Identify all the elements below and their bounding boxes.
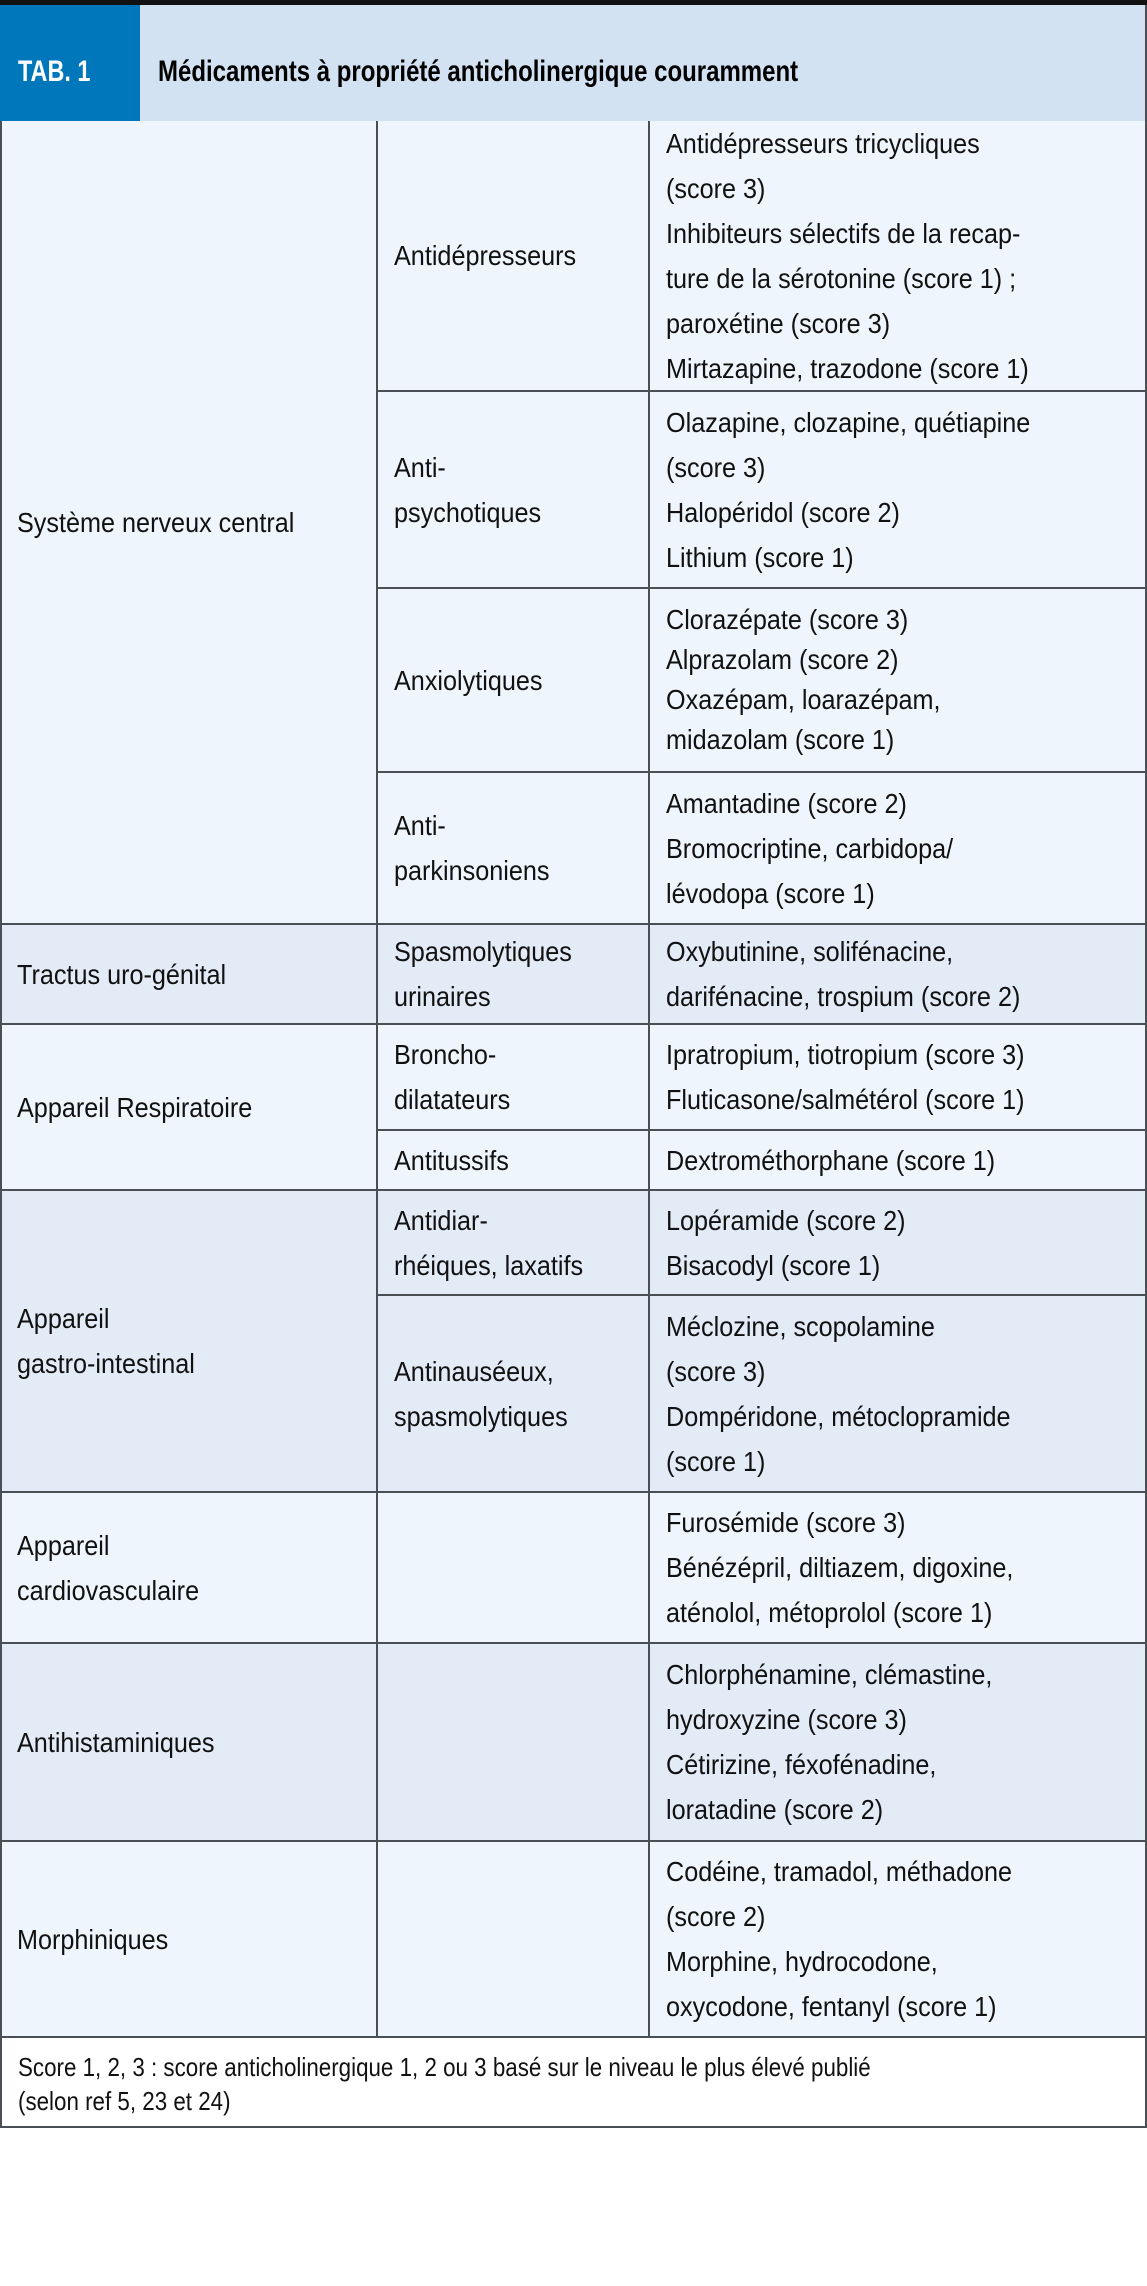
- drugs-cell: [650, 1025, 1147, 1131]
- class-cell: [378, 589, 650, 773]
- drug-line: (score 1): [666, 1445, 766, 1477]
- table-header: [0, 5, 1147, 123]
- drug-line: Bromocriptine, carbidopa/: [666, 832, 954, 864]
- drugs-cell: [650, 1131, 1147, 1191]
- class-label: dilatateurs: [394, 1084, 511, 1115]
- drug-line: midazolam (score 1): [666, 724, 895, 755]
- table-title: Médicaments à propriété anticholinergique couramment: [158, 55, 799, 88]
- system-label: cardiovasculaire: [17, 1574, 200, 1606]
- class-label: Antidépresseurs: [394, 240, 577, 271]
- drugs-cell: [650, 1842, 1147, 2038]
- drugs-cell: [650, 1644, 1147, 1842]
- drug-line: Fluticasone/salmétérol (score 1): [666, 1084, 1025, 1115]
- system-cell: [0, 1644, 378, 1842]
- system-label: gastro-intestinal: [17, 1348, 195, 1379]
- drug-line: Chlorphénamine, clémastine,: [666, 1659, 993, 1690]
- drug-line: Ipratropium, tiotropium (score 3): [666, 1039, 1025, 1070]
- class-label: Spasmolytiques: [394, 936, 572, 967]
- drug-line: Lithium (score 1): [666, 541, 854, 573]
- drug-line: Antidépresseurs tricycliques: [666, 127, 980, 159]
- table-number: TAB. 1: [18, 55, 91, 88]
- drug-line: paroxétine (score 3): [666, 307, 891, 339]
- drugs-cell: [650, 392, 1147, 589]
- drug-line: Oxybutinine, solifénacine,: [666, 936, 954, 967]
- class-cell: [378, 1296, 650, 1493]
- system-label: Système nerveux central: [17, 506, 295, 538]
- drug-line: (score 3): [666, 1355, 766, 1387]
- class-label: Anti-: [394, 810, 446, 841]
- table-footnote: [0, 2038, 1147, 2128]
- class-cell: [378, 773, 650, 925]
- drugs-cell: [650, 121, 1147, 392]
- class-label: parkinsoniens: [394, 855, 550, 886]
- drug-line: Lopéramide (score 2): [666, 1204, 906, 1236]
- drug-line: Bisacodyl (score 1): [666, 1249, 881, 1281]
- drug-line: Oxazépam, loarazépam,: [666, 684, 941, 715]
- drug-line: Halopéridol (score 2): [666, 496, 900, 528]
- class-label: Antidiar-: [394, 1204, 488, 1236]
- class-label: Antinauséeux,: [394, 1355, 554, 1387]
- drugs-cell: [650, 1191, 1147, 1296]
- class-cell-empty: [378, 1493, 650, 1644]
- drugs-cell: [650, 773, 1147, 925]
- drug-line: hydroxyzine (score 3): [666, 1704, 907, 1735]
- class-label: Anxiolytiques: [394, 664, 543, 696]
- system-cell: [0, 1842, 378, 2038]
- drug-line: Morphine, hydrocodone,: [666, 1946, 938, 1977]
- class-label: Anti-: [394, 451, 446, 483]
- system-cell: [0, 1493, 378, 1644]
- drug-line: Olazapine, clozapine, quétiapine: [666, 406, 1031, 438]
- drug-line: Codéine, tramadol, méthadone: [666, 1856, 1013, 1887]
- class-label: psychotiques: [394, 496, 542, 528]
- drug-line: (score 2): [666, 1901, 766, 1932]
- drug-line: Alprazolam (score 2): [666, 644, 899, 675]
- drug-line: Méclozine, scopolamine: [666, 1310, 935, 1342]
- drug-line: Cétirizine, féxofénadine,: [666, 1749, 937, 1780]
- system-label: Appareil: [17, 1529, 110, 1561]
- drug-line: Amantadine (score 2): [666, 787, 907, 819]
- class-cell-empty: [378, 1644, 650, 1842]
- system-label: Morphiniques: [17, 1923, 169, 1955]
- table-badge: [0, 5, 140, 121]
- drug-line: Furosémide (score 3): [666, 1507, 906, 1538]
- class-label: Broncho-: [394, 1039, 497, 1070]
- class-cell-empty: [378, 1842, 650, 2038]
- class-label: spasmolytiques: [394, 1400, 568, 1432]
- drug-line: Dompéridone, métoclopramide: [666, 1400, 1011, 1432]
- drugs-cell: [650, 925, 1147, 1025]
- class-cell: [378, 925, 650, 1025]
- class-label: rhéiques, laxatifs: [394, 1249, 584, 1281]
- class-label: urinaires: [394, 981, 491, 1012]
- drug-line: Clorazépate (score 3): [666, 604, 909, 635]
- system-cell: [0, 925, 378, 1025]
- drug-line: Mirtazapine, trazodone (score 1): [666, 352, 1029, 384]
- drugs-cell: [650, 589, 1147, 773]
- class-cell: [378, 1131, 650, 1191]
- drug-line: lévodopa (score 1): [666, 877, 875, 909]
- drug-line: Bénézépril, diltiazem, digoxine,: [666, 1552, 1014, 1583]
- footnote-line: Score 1, 2, 3 : score anticholinergique 1, 2 ou 3 basé sur le niveau le plus élevé publié: [18, 2052, 871, 2082]
- class-cell: [378, 1025, 650, 1131]
- drug-line: (score 3): [666, 172, 766, 204]
- drug-line: oxycodone, fentanyl (score 1): [666, 1991, 997, 2022]
- drug-line: darifénacine, trospium (score 2): [666, 981, 1021, 1012]
- drug-line: loratadine (score 2): [666, 1794, 884, 1825]
- system-label: Antihistaminiques: [17, 1726, 215, 1758]
- drug-line: aténolol, métoprolol (score 1): [666, 1597, 993, 1628]
- footnote-line: (selon ref 5, 23 et 24): [18, 2086, 231, 2116]
- class-label: Antitussifs: [394, 1144, 509, 1176]
- class-cell: [378, 1191, 650, 1296]
- drug-line: (score 3): [666, 451, 766, 483]
- drugs-cell: [650, 1296, 1147, 1493]
- system-label: Appareil: [17, 1303, 110, 1334]
- system-cell: [0, 1191, 378, 1493]
- system-label: Tractus uro-génital: [17, 958, 227, 990]
- system-cell: [0, 1025, 378, 1191]
- system-cell: [0, 121, 378, 925]
- drug-line: Dextrométhorphane (score 1): [666, 1144, 996, 1176]
- drugs-cell: [650, 1493, 1147, 1644]
- drug-line: ture de la sérotonine (score 1) ;: [666, 262, 1017, 294]
- system-label: Appareil Respiratoire: [17, 1091, 253, 1123]
- class-cell: [378, 392, 650, 589]
- class-cell: [378, 121, 650, 392]
- drug-line: Inhibiteurs sélectifs de la recap-: [666, 217, 1021, 249]
